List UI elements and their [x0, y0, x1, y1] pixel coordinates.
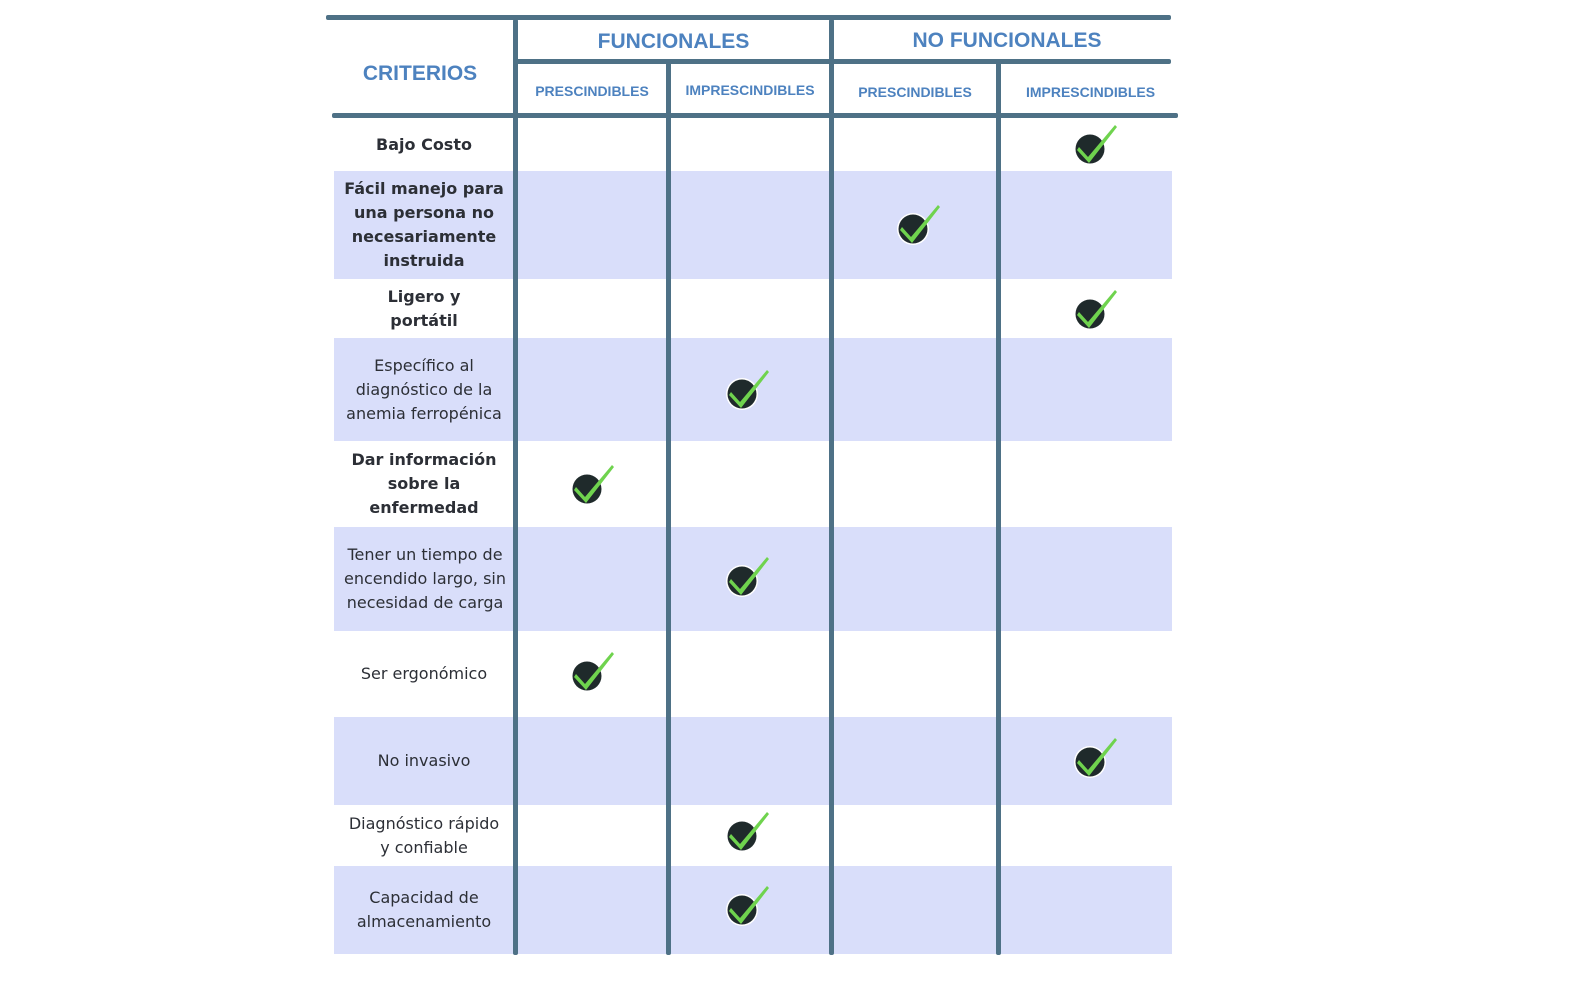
criterio-label: Fácil manejo para una persona no necesariamente instruida [344, 179, 504, 270]
criterio-label: No invasivo [377, 751, 471, 770]
criterio-cell [338, 279, 510, 338]
check-circle-icon [1073, 286, 1121, 332]
check-circle-icon [570, 648, 618, 694]
group-header-rule [514, 59, 1171, 64]
criterio-label: Bajo Costo [376, 135, 472, 154]
criterio-label: Ser ergonómico [360, 664, 488, 683]
group-divider [829, 19, 834, 955]
criterio-label: Dar información sobre la enfermedad [351, 450, 497, 517]
criterio-label: Específico al diagnóstico de la anemia ferropénica [346, 355, 502, 423]
criterio-label: Tener un tiempo de encendido largo, sin necesidad de carga [344, 545, 506, 612]
f-imprescindibles-header: IMPRESCINDIBLES [685, 82, 815, 98]
criterio-cell [338, 441, 510, 527]
table-top-rule [326, 15, 1171, 20]
criterio-cell [334, 171, 514, 279]
nf-prescindibles-header: PRESCINDIBLES [858, 84, 972, 100]
check-circle-icon [896, 201, 944, 247]
criterio-label: Capacidad de almacenamiento [356, 888, 492, 931]
criterio-label: Diagnóstico rápido y confiable [348, 813, 500, 857]
funcionales-header: FUNCIONALES [597, 30, 750, 53]
criterio-cell [338, 121, 510, 169]
check-circle-icon [725, 882, 773, 928]
check-circle-icon [570, 461, 618, 507]
no-funcionales-column-divider [996, 62, 1001, 955]
check-circle-icon [1073, 734, 1121, 780]
header-bottom-rule [332, 113, 1178, 118]
check-circle-icon [725, 366, 773, 412]
criterio-cell [336, 338, 512, 441]
check-circle-icon [1073, 121, 1121, 167]
no-funcionales-header: NO FUNCIONALES [912, 29, 1102, 52]
funcionales-column-divider [666, 62, 671, 955]
criteria-column-divider [513, 19, 518, 955]
criterio-cell [338, 866, 510, 954]
criterio-label: Ligero y portátil [387, 286, 461, 330]
criterio-cell [336, 527, 514, 631]
criterios-header: CRITERIOS [362, 62, 478, 85]
check-circle-icon [725, 808, 773, 854]
nf-imprescindibles-header: IMPRESCINDIBLES [1025, 84, 1156, 100]
criterio-cell [338, 631, 510, 717]
check-circle-icon [725, 553, 773, 599]
criterio-cell [338, 717, 510, 805]
f-prescindibles-header: PRESCINDIBLES [535, 83, 649, 99]
criterio-cell [338, 805, 510, 866]
